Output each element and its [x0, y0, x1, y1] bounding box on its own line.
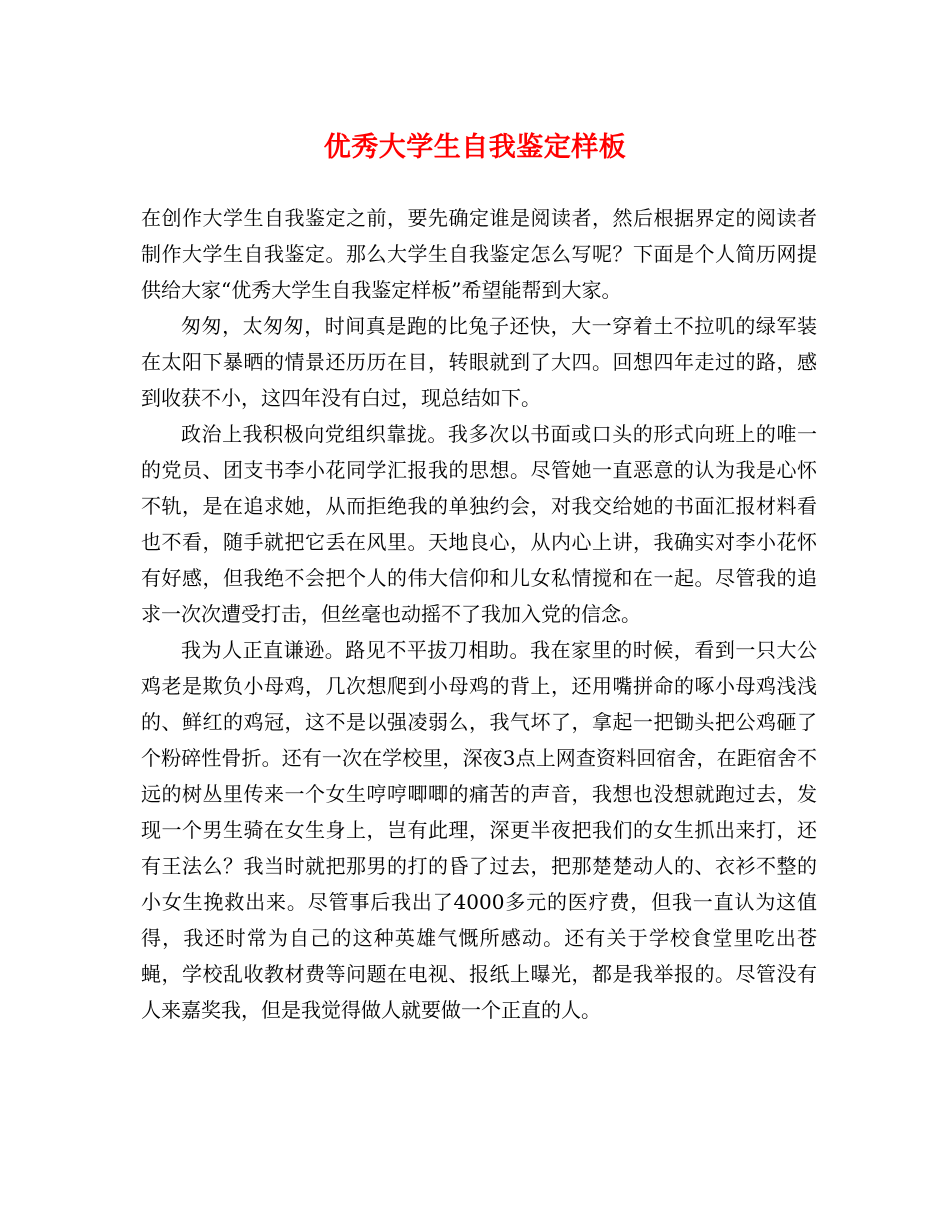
- paragraph-intro: 在创作大学生自我鉴定之前，要先确定谁是阅读者，然后根据界定的阅读者制作大学生自我鉴定。那么大学生自我鉴定怎么写呢？下面是个人简历网提供给大家“优秀大学生自我鉴定样板”希望能帮到大家。: [141, 206, 817, 302]
- page-title: 优秀大学生自我鉴定样板: [323, 132, 627, 163]
- paragraph-time: 匆匆，太匆匆，时间真是跑的比兔子还快，大一穿着土不拉叽的绿军装在太阳下暴晒的情景还历历在目，转眼就到了大四。回想四年走过的路，感到收获不小，这四年没有白过，现总结如下。: [141, 314, 817, 410]
- paragraph-politics: 政治上我积极向党组织靠拢。我多次以书面或口头的形式向班上的唯一的党员、团支书李小花同学汇报我的思想。尽管她一直恶意的认为我是心怀不轨，是在追求她，从而拒绝我的单独约会，对我交给她的书面汇报材料看也不看，随手就把它丢在风里。天地良心，从内心上讲，我确实对李小花怀有好感，但我绝不会把个人的伟大信仰和儿女私情搅和在一起。尽管我的追求一次次遭受打击，但丝毫也动摇不了我加入党的信念。: [141, 422, 817, 626]
- document-body: [141, 200, 817, 1028]
- paragraph-character: 我为人正直谦逊。路见不平拔刀相助。我在家里的时候，看到一只大公鸡老是欺负小母鸡，几次想爬到小母鸡的背上，还用嘴拼命的啄小母鸡浅浅的、鲜红的鸡冠，这不是以强凌弱么，我气坏了，拿起一把锄头把公鸡砸了个粉碎性骨折。还有一次在学校里，深夜3点上网查资料回宿舍，在距宿舍不远的树丛里传来一个女生哼哼唧唧的痛苦的声音，我想也没想就跑过去，发现一个男生骑在女生身上，岂有此理，深更半夜把我们的女生抓出来打，还有王法么？我当时就把那男的打的昏了过去，把那楚楚动人的、衣衫不整的小女生挽救出来。尽管事后我出了4000多元的医疗费，但我一直认为这值得，我还时常为自己的这种英雄气慨所感动。还有关于学校食堂里吃出苍蝇，学校乱收教材费等问题在电视、报纸上曝光，都是我举报的。尽管没有人来嘉奖我，但是我觉得做人就要做一个正直的人。: [141, 638, 817, 1022]
